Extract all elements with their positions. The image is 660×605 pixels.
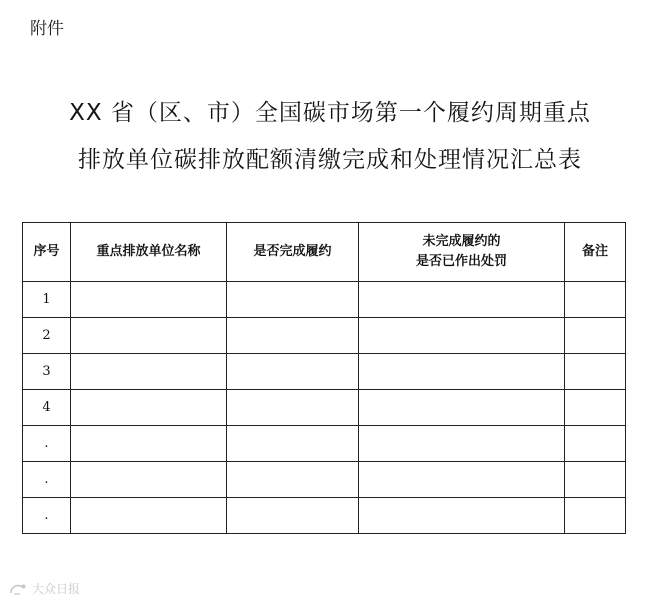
cell-seq: 4	[23, 390, 71, 426]
cell-penalty	[359, 498, 565, 534]
table-row	[23, 426, 626, 462]
cell-remarks	[565, 426, 626, 462]
table-row	[23, 354, 626, 390]
cell-seq: 3	[23, 354, 71, 390]
cell-penalty	[359, 282, 565, 318]
attachment-label: 附件	[30, 19, 64, 39]
cell-completed	[227, 426, 359, 462]
watermark-logo-icon	[8, 582, 28, 596]
header-penalty-line-1: 未完成履约的	[422, 234, 501, 249]
cell-seq: .	[23, 498, 71, 534]
table-header-row	[23, 223, 626, 282]
cell-unit-name	[71, 318, 227, 354]
summary-table	[22, 222, 626, 534]
cell-unit-name	[71, 498, 227, 534]
table-row	[23, 390, 626, 426]
cell-unit-name	[71, 282, 227, 318]
cell-completed	[227, 354, 359, 390]
cell-penalty	[359, 390, 565, 426]
cell-unit-name	[71, 354, 227, 390]
table-row	[23, 318, 626, 354]
cell-remarks	[565, 354, 626, 390]
cell-penalty	[359, 426, 565, 462]
cell-completed	[227, 318, 359, 354]
cell-seq: 2	[23, 318, 71, 354]
cell-remarks	[565, 390, 626, 426]
cell-remarks	[565, 318, 626, 354]
document-title-line-1: XX 省（区、市）全国碳市场第一个履约周期重点	[69, 100, 591, 126]
cell-unit-name	[71, 462, 227, 498]
header-penalty-line-2: 是否已作出处罚	[415, 254, 507, 269]
cell-seq: .	[23, 426, 71, 462]
document-title-line-2: 排放单位碳排放配额清缴完成和处理情况汇总表	[78, 147, 582, 173]
header-unit-name: 重点排放单位名称	[71, 223, 227, 282]
cell-completed	[227, 462, 359, 498]
cell-unit-name	[71, 390, 227, 426]
header-remarks: 备注	[565, 223, 626, 282]
cell-remarks	[565, 498, 626, 534]
watermark-text: 大众日报	[32, 582, 81, 596]
cell-completed	[227, 390, 359, 426]
header-completed: 是否完成履约	[227, 223, 359, 282]
cell-completed	[227, 498, 359, 534]
cell-completed	[227, 282, 359, 318]
watermark	[8, 580, 80, 597]
cell-seq: .	[23, 462, 71, 498]
header-seq: 序号	[23, 223, 71, 282]
table-row	[23, 282, 626, 318]
table-row	[23, 498, 626, 534]
header-penalty	[359, 223, 565, 282]
cell-penalty	[359, 318, 565, 354]
cell-penalty	[359, 354, 565, 390]
cell-remarks	[565, 462, 626, 498]
cell-penalty	[359, 462, 565, 498]
cell-seq: 1	[23, 282, 71, 318]
cell-remarks	[565, 282, 626, 318]
cell-unit-name	[71, 426, 227, 462]
table-row	[23, 462, 626, 498]
